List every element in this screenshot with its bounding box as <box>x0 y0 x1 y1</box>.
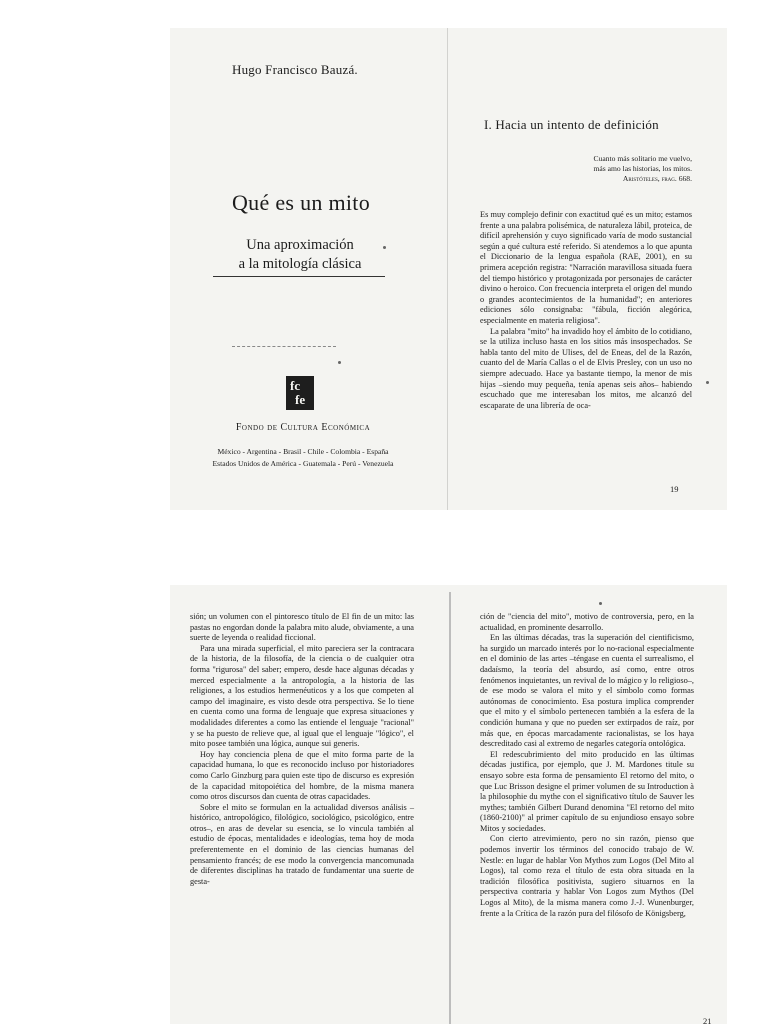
page-21-body <box>480 612 694 919</box>
chapter-heading: I. Hacia un intento de definición <box>484 117 659 132</box>
scan-speck <box>338 361 341 364</box>
epigraph-text: Cuanto más solitario me vuelvo, más amo las historias, los mitos. <box>593 154 692 173</box>
cities-line-2: Estados Unidos de América - Guatemala - Perú - Venezuela <box>212 459 394 468</box>
gutter-fold-top <box>447 28 448 510</box>
paragraph: Para una mirada superficial, el mito pareciera ser la contracara de la historia, de la filosofía, de la ciencia o de cualquier otra forma "rigurosa" del saber; empero, desde hace algunas décadas y merced especialmente a la antropología, a la historia de las religiones, a los estudios hermenéuticos y a los que competen al campo del imaginaire, es visto desde otra perspectiva. Se lo tiene en cuenta como una forma de lenguaje que expresa situaciones y modalidades diferentes a como las entiende el lenguaje "racional" y se ha puesto de relieve que, al igual que el lenguaje "lógico", el mito posee también una lógica, aunque sui generis. <box>190 643 414 749</box>
paragraph: Sobre el mito se formulan en la actualidad diversos análisis –histórico, antropológico, filológico, sociológico, psicológico, entre otros–, en aras de develar su esencia, se lo vincula también al estudio de épocas, mentalidades e ideologías, tema hoy de moda preferentemente en el dominio de las ciencias humanas del pensamiento francés; de ese modo la convergencia mancomunada de diferentes disciplinas ha tratado de fundamentar una suerte de gesta- <box>190 802 414 886</box>
page-19-body <box>480 210 692 411</box>
logo-glyph-bottom: fe <box>295 392 306 407</box>
page-20-body <box>190 612 414 887</box>
paragraph: Hoy hay conciencia plena de que el mito forma parte de la capacidad humana, lo que es reconocido incluso por historiadores como Carlo Ginzburg para quien este tipo de discurso es expresión de la capacidad mitopoiética del hombre, de la misma manera como otros discursos dan cuenta de otras capacidades. <box>190 749 414 802</box>
paragraph: Es muy complejo definir con exactitud qué es un mito; estamos frente a una palabra polisémica, de naturaleza lábil, proteica, de difícil aprehensión y cuyo significado varía de modo sustancial según a qué cultura esté referido. Si atendemos a lo que apunta el Diccionario de la lengua española (RAE, 2001), en su primera acepción registra: "Narración maravillosa situada fuera del tiempo histórico y protagonizada por personajes de carácter divino o heroico. Con frecuencia interpreta el origen del mundo o grandes acontecimientos de la humanidad"; en anteriores ediciones sólo consignaba: "fábula, ficción alegórica, especialmente en materia religiosa". <box>480 210 692 325</box>
publisher-name: Fondo de Cultura Económica <box>235 422 371 433</box>
paragraph: ción de "ciencia del mito", motivo de controversia, pero, en la actualidad, en prominente desarrollo. <box>480 612 694 632</box>
scan-speck <box>599 602 602 605</box>
publisher-logo <box>286 376 314 410</box>
subtitle-line-2: a la mitología clásica <box>238 256 362 272</box>
scan-speck <box>706 381 709 384</box>
title-rule <box>213 276 385 277</box>
paragraph: sión; un volumen con el pintoresco título de El fin de un mito: las pastas no engordan donde la palabra mito alude, obviamente, a una suerte de leyenda o realidad ficcional. <box>190 612 414 643</box>
author-name: Hugo Francisco Bauzá. <box>232 62 358 77</box>
subtitle-line-1: Una aproximación <box>246 237 354 253</box>
paragraph: El redescubrimiento del mito producido en las últimas décadas justifica, por ejemplo, que J. M. Mardones titule su ensayo sobre esta forma de pensamiento El retorno del mito, o que Luc Brisson designe el primer volumen de su Introduction à la philosophie du mythe con el significativo título de Sauver les mythes; también Gilbert Durand denomina "El retorno del mito (1860-2100)" al primer capítulo de su enjundioso ensayo sobre Mitos y sociedades. <box>480 749 694 833</box>
publisher-cities <box>184 446 422 470</box>
book-title: Qué es un mito <box>231 190 370 215</box>
paragraph: Con cierto atrevimiento, pero no sin razón, pienso que podemos invertir los términos del conocido trabajo de W. Nestle: en lugar de hablar Von Mythos zum Logos (Del Mito al Logos), tal como reza el título de esta obra situada en la tradición filosófica positivista, sugiero situarnos en la perspectiva contraria y hablar Von Logos zum Mythos (Del Logos al Mito), de la misma manera como J.-J. Wunenburger, frente a la Crítica de la razón pura del filósofo de Königsberg, <box>480 834 694 918</box>
epigraph <box>588 154 692 184</box>
cities-line-1: México - Argentina - Brasil - Chile - Colombia - España <box>217 447 389 456</box>
scan-dashed-mark <box>232 346 336 347</box>
paragraph: La palabra "mito" ha invadido hoy el ámbito de lo cotidiano, se la utiliza incluso hasta en los sitios más insospechados. Se habla tanto del mito de Ulises, del de Eneas, del de la Razón, cuanto del de María Callas o el de Elvis Presley, con un uso no siempre adecuado. Hace ya bastante tiempo, la menor de mis hijas –siendo muy pequeña, tenía apenas seis años– habiendo escuchado que me interesaban los mitos, me alcanzó del escaparate de una librería de oca- <box>480 326 692 410</box>
scan-speck <box>383 246 386 249</box>
logo-glyph-top: fc <box>290 378 301 393</box>
gutter-fold-bottom <box>449 592 451 1024</box>
epigraph-source: Aristóteles, frag. 668. <box>622 174 692 183</box>
paragraph: En las últimas décadas, tras la superación del cientificismo, ha surgido un marcado interés por lo no-racional especialmente en el dominio de las artes –téngase en cuenta el surrealismo, el dadaísmo, la teoría del absurdo, así como, entre otros fenómenos inquietantes, un revival de lo mágico y lo religioso–, de ese modo se valora el mito y el símbolo como formas autónomas de conocimiento. Esa postura implica comprender que el mito y el símbolo pertenecen también a la esfera de la condición humana y que no pueden ser extirpados de raíz, por más que, en épocas marcadamente racionalistas, se los haya descreditado casi al extremo de negarles categoría ontológica. <box>480 633 694 749</box>
page-number: 19 <box>670 484 679 494</box>
book-subtitle <box>208 236 392 274</box>
page-number: 21 <box>703 1016 712 1026</box>
